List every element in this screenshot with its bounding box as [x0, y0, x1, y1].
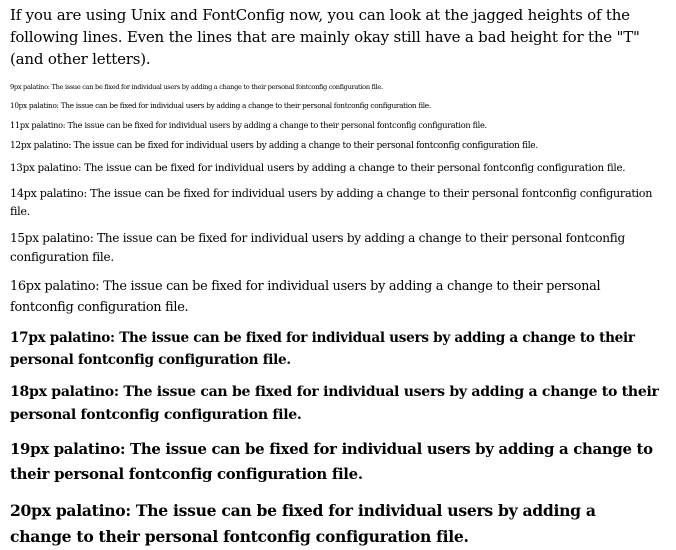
sample-line-17px: 17px palatino: The issue can be fixed for individual users by adding a change to their personal fontconfig configuration file. — [10, 330, 635, 368]
sample-line-16px: 16px palatino: The issue can be fixed for individual users by adding a change to their personal fontconfig configuration file. — [10, 279, 601, 315]
sample-line-11px: 11px palatino: The issue can be fixed for individual users by adding a change to their personal fontconfig configuration file. — [10, 120, 487, 130]
sample-line-15px: 15px palatino: The issue can be fixed for individual users by adding a change to their personal fontconfig configuration file. — [10, 231, 625, 264]
sample-line-10px: 10px palatino: The issue can be fixed for individual users by adding a change to their personal fontconfig configuration file. — [10, 101, 431, 110]
sample-line-18px: 18px palatino: The issue can be fixed for individual users by adding a change to their personal fontconfig configuration file. — [10, 384, 659, 423]
intro-paragraph: If you are using Unix and FontConfig now, you can look at the jagged heights of the following lines. Even the lines that are mainly okay still have a bad height for the "T" (and other letters). — [10, 6, 640, 68]
sample-line-12px: 12px palatino: The issue can be fixed for individual users by adding a change to their personal fontconfig configuration file. — [10, 141, 538, 151]
sample-line-19px: 19px palatino: The issue can be fixed for individual users by adding a change to their personal fontconfig configuration file. — [10, 440, 653, 483]
sample-line-13px: 13px palatino: The issue can be fixed for individual users by adding a change to their personal fontconfig configuration file. — [10, 162, 626, 174]
sample-line-20px: 20px palatino: The issue can be fixed for individual users by adding a change to their personal fontconfig configuration file. — [10, 501, 596, 546]
sample-line-14px: 14px palatino: The issue can be fixed for individual users by adding a change to their personal fontconfig configuration file. — [10, 187, 653, 218]
sample-line-9px: 9px palatino: The issue can be fixed for individual users by adding a change to their personal fontconfig configuration file. — [10, 83, 383, 91]
